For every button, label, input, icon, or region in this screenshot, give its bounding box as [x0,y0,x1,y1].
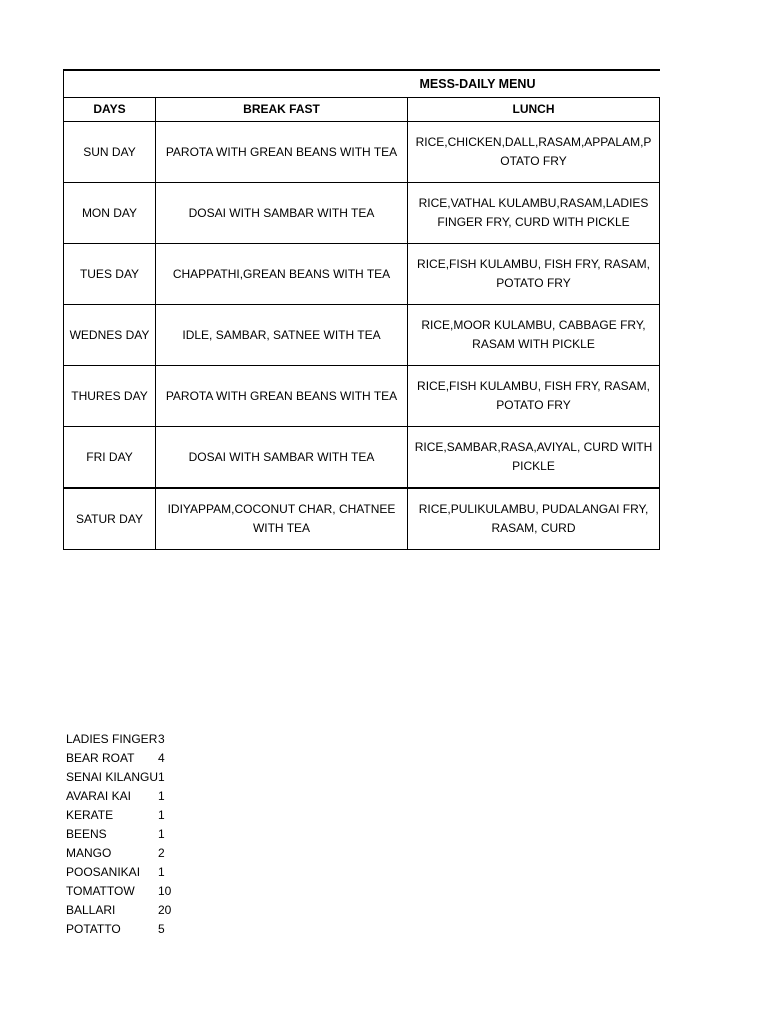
lunch-cell: RICE,MOOR KULAMBU, CABBAGE FRY, RASAM WITH PICKLE [408,305,660,366]
menu-row-saturday [64,488,660,550]
vegetable-name: BALLARI [66,903,116,917]
list-item [66,920,188,939]
day-cell: FRI DAY [64,427,156,489]
vegetable-name: AVARAI KAI [66,789,131,803]
vegetable-name: LADIES FINGER [66,732,158,746]
vegetable-name: POTATTO [66,922,121,936]
list-item [66,768,188,787]
list-item [66,901,188,920]
menu-row-monday [64,183,660,244]
menu-row-tuesday [64,244,660,305]
lunch-cell: RICE,FISH KULAMBU, FISH FRY, RASAM, POTATO FRY [408,244,660,305]
lunch-cell: RICE,VATHAL KULAMBU,RASAM,LADIES FINGER FRY, CURD WITH PICKLE [408,183,660,244]
menu-row-thursday [64,366,660,427]
vegetable-qty: 1 [158,808,165,822]
list-item [66,749,188,768]
day-cell: WEDNES DAY [64,305,156,366]
vegetable-name: MANGO [66,846,112,860]
menu-title-cell [156,70,660,98]
breakfast-cell: IDLE, SAMBAR, SATNEE WITH TEA [156,305,408,366]
vegetable-qty: 20 [158,903,172,917]
breakfast-cell: IDIYAPPAM,COCONUT CHAR, CHATNEE WITH TEA [156,488,408,550]
lunch-cell: RICE,CHICKEN,DALL,RASAM,APPALAM,POTATO FRY [408,122,660,183]
menu-row-sunday [64,122,660,183]
header-breakfast: BREAK FAST [156,98,408,122]
vegetable-qty: 10 [158,884,172,898]
menu-row-friday [64,427,660,489]
day-cell: SUN DAY [64,122,156,183]
header-days: DAYS [64,98,156,122]
mess-menu-table [63,69,660,550]
lunch-cell: RICE,PULIKULAMBU, PUDALANGAI FRY, RASAM, CURD [408,488,660,550]
menu-title: MESS-DAILY MENU [419,76,536,91]
breakfast-cell: DOSAI WITH SAMBAR WITH TEA [156,183,408,244]
breakfast-cell: PAROTA WITH GREAN BEANS WITH TEA [156,122,408,183]
vegetable-list [66,730,188,939]
header-lunch: LUNCH [408,98,660,122]
vegetable-qty: 1 [158,789,165,803]
list-item [66,825,188,844]
vegetable-qty: 4 [158,751,165,765]
breakfast-cell: CHAPPATHI,GREAN BEANS WITH TEA [156,244,408,305]
lunch-cell: RICE,FISH KULAMBU, FISH FRY, RASAM, POTATO FRY [408,366,660,427]
vegetable-qty: 3 [158,732,165,746]
list-item [66,882,188,901]
day-cell: THURES DAY [64,366,156,427]
lunch-cell: RICE,SAMBAR,RASA,AVIYAL, CURD WITH PICKLE [408,427,660,489]
vegetable-name: BEAR ROAT [66,751,135,765]
day-cell: TUES DAY [64,244,156,305]
vegetable-name: TOMATTOW [66,884,135,898]
menu-header-row [64,98,660,122]
vegetable-qty: 1 [158,827,165,841]
day-cell: SATUR DAY [64,488,156,550]
vegetable-qty: 1 [158,865,165,879]
menu-title-row [64,70,660,98]
vegetable-name: KERATE [66,808,114,822]
list-item [66,844,188,863]
list-item [66,806,188,825]
vegetable-name: POOSANIKAI [66,865,141,879]
breakfast-cell: PAROTA WITH GREAN BEANS WITH TEA [156,366,408,427]
list-item [66,730,188,749]
breakfast-cell: DOSAI WITH SAMBAR WITH TEA [156,427,408,489]
vegetable-qty: 5 [158,922,165,936]
vegetable-qty: 2 [158,846,165,860]
list-item [66,787,188,806]
list-item [66,863,188,882]
menu-row-wednesday [64,305,660,366]
vegetable-qty: 1 [158,770,165,784]
vegetable-name: BEENS [66,827,107,841]
day-cell: MON DAY [64,183,156,244]
vegetable-name: SENAI KILANGU [66,770,159,784]
